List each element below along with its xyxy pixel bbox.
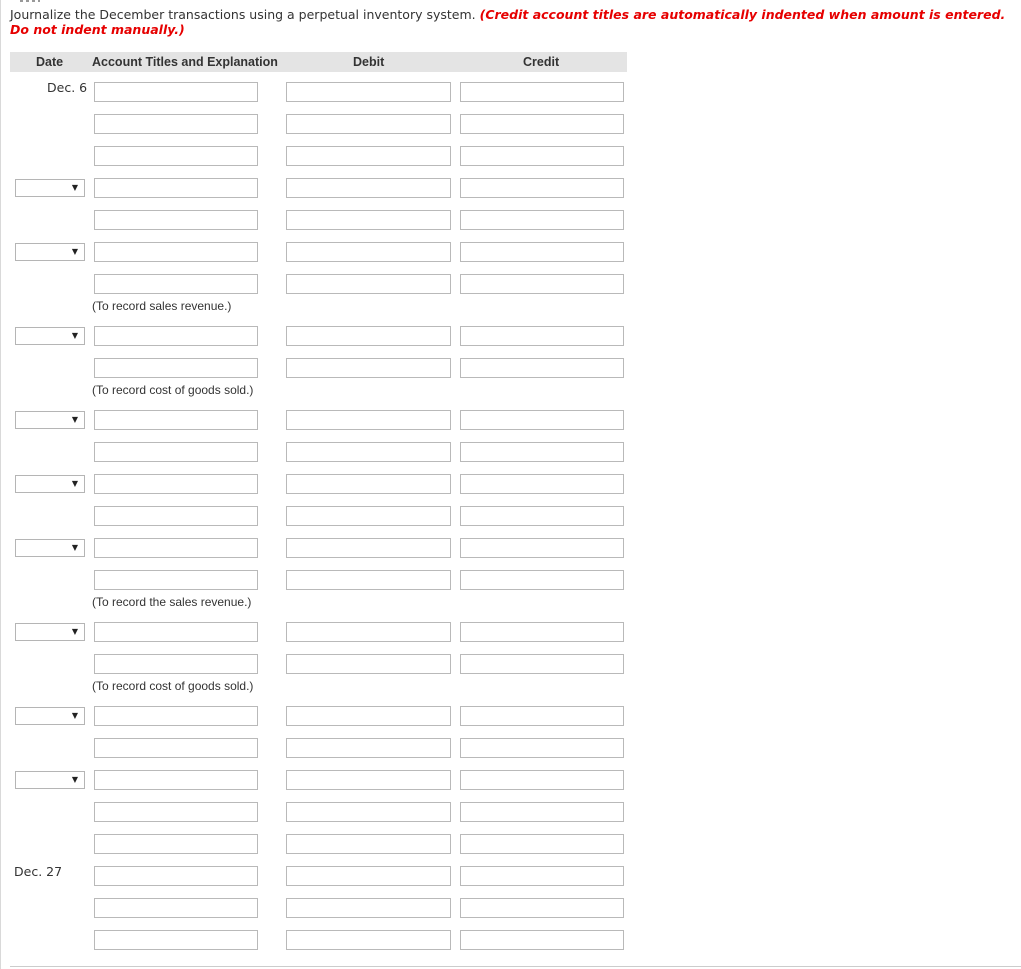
credit-input[interactable]: [460, 570, 624, 590]
dropdown-arrow-icon: ▼: [71, 479, 78, 488]
header-credit: Credit: [523, 55, 560, 69]
account-title-input[interactable]: [94, 410, 258, 430]
dropdown-arrow-icon: ▼: [71, 247, 78, 256]
account-title-input[interactable]: [94, 178, 258, 198]
top-divider: [20, 0, 40, 2]
debit-input[interactable]: [286, 242, 451, 262]
date-label-dec6: Dec. 6: [47, 80, 88, 95]
date-select[interactable]: [15, 539, 85, 557]
debit-input[interactable]: [286, 274, 451, 294]
credit-input[interactable]: [460, 146, 624, 166]
credit-input[interactable]: [460, 114, 624, 134]
account-title-input[interactable]: [94, 770, 258, 790]
dropdown-arrow-icon: ▼: [71, 775, 78, 784]
account-title-input[interactable]: [94, 538, 258, 558]
credit-input[interactable]: [460, 738, 624, 758]
credit-input[interactable]: [460, 178, 624, 198]
explanation-text: (To record cost of goods sold.): [92, 679, 254, 693]
credit-input[interactable]: [460, 474, 624, 494]
debit-input[interactable]: [286, 930, 451, 950]
debit-input[interactable]: [286, 474, 451, 494]
credit-input[interactable]: [460, 358, 624, 378]
debit-input[interactable]: [286, 570, 451, 590]
date-select[interactable]: [15, 327, 85, 345]
dropdown-arrow-icon: ▼: [71, 543, 78, 552]
debit-input[interactable]: [286, 834, 451, 854]
dropdown-arrow-icon: ▼: [71, 331, 78, 340]
explanation-text: (To record the sales revenue.): [92, 595, 252, 609]
credit-input[interactable]: [460, 898, 624, 918]
credit-input[interactable]: [460, 706, 624, 726]
credit-input[interactable]: [460, 930, 624, 950]
account-title-input[interactable]: [94, 242, 258, 262]
credit-input[interactable]: [460, 274, 624, 294]
account-title-input[interactable]: [94, 706, 258, 726]
dropdown-arrow-icon: ▼: [71, 711, 78, 720]
account-title-input[interactable]: [94, 930, 258, 950]
credit-input[interactable]: [460, 802, 624, 822]
debit-input[interactable]: [286, 114, 451, 134]
account-title-input[interactable]: [94, 866, 258, 886]
explanation-text: (To record cost of goods sold.): [92, 383, 254, 397]
credit-input[interactable]: [460, 654, 624, 674]
credit-input[interactable]: [460, 242, 624, 262]
debit-input[interactable]: [286, 622, 451, 642]
account-title-input[interactable]: [94, 114, 258, 134]
account-title-input[interactable]: [94, 82, 258, 102]
account-title-input[interactable]: [94, 738, 258, 758]
page-left-border: [0, 0, 1, 969]
header-date: Date: [36, 55, 64, 69]
explanation-text: (To record sales revenue.): [92, 299, 232, 313]
credit-input[interactable]: [460, 770, 624, 790]
account-title-input[interactable]: [94, 802, 258, 822]
debit-input[interactable]: [286, 358, 451, 378]
account-title-input[interactable]: [94, 326, 258, 346]
account-title-input[interactable]: [94, 474, 258, 494]
debit-input[interactable]: [286, 706, 451, 726]
debit-input[interactable]: [286, 770, 451, 790]
journal-table-header: [10, 52, 627, 72]
credit-input[interactable]: [460, 866, 624, 886]
debit-input[interactable]: [286, 866, 451, 886]
account-title-input[interactable]: [94, 622, 258, 642]
debit-input[interactable]: [286, 178, 451, 198]
credit-input[interactable]: [460, 538, 624, 558]
debit-input[interactable]: [286, 654, 451, 674]
account-title-input[interactable]: [94, 210, 258, 230]
credit-input[interactable]: [460, 210, 624, 230]
instruction-note: (Credit account titles are automatically indented when amount is entered. Do not indent manually.): [10, 7, 1006, 37]
credit-input[interactable]: [460, 326, 624, 346]
account-title-input[interactable]: [94, 506, 258, 526]
debit-input[interactable]: [286, 210, 451, 230]
date-select[interactable]: [15, 243, 85, 261]
credit-input[interactable]: [460, 82, 624, 102]
dropdown-arrow-icon: ▼: [71, 183, 78, 192]
date-select[interactable]: [15, 707, 85, 725]
credit-input[interactable]: [460, 410, 624, 430]
dropdown-arrow-icon: ▼: [71, 627, 78, 636]
debit-input[interactable]: [286, 410, 451, 430]
account-title-input[interactable]: [94, 442, 258, 462]
debit-input[interactable]: [286, 802, 451, 822]
header-debit: Debit: [353, 55, 385, 69]
account-title-input[interactable]: [94, 358, 258, 378]
debit-input[interactable]: [286, 146, 451, 166]
instruction-text: [10, 7, 1018, 37]
bottom-divider: [10, 966, 1021, 967]
dropdown-arrow-icon: ▼: [71, 415, 78, 424]
instruction-main: Journalize the December transactions using a perpetual inventory system.: [10, 7, 476, 22]
credit-input[interactable]: [460, 834, 624, 854]
debit-input[interactable]: [286, 898, 451, 918]
account-title-input[interactable]: [94, 570, 258, 590]
debit-input[interactable]: [286, 738, 451, 758]
date-select[interactable]: [15, 771, 85, 789]
credit-input[interactable]: [460, 506, 624, 526]
debit-input[interactable]: [286, 82, 451, 102]
account-title-input[interactable]: [94, 898, 258, 918]
date-select[interactable]: [15, 179, 85, 197]
credit-input[interactable]: [460, 442, 624, 462]
debit-input[interactable]: [286, 326, 451, 346]
date-label-dec27: Dec. 27: [14, 864, 63, 879]
account-title-input[interactable]: [94, 146, 258, 166]
account-title-input[interactable]: [94, 274, 258, 294]
credit-input[interactable]: [460, 622, 624, 642]
debit-input[interactable]: [286, 506, 451, 526]
date-select[interactable]: [15, 411, 85, 429]
debit-input[interactable]: [286, 538, 451, 558]
account-title-input[interactable]: [94, 654, 258, 674]
account-title-input[interactable]: [94, 834, 258, 854]
header-account: Account Titles and Explanation: [92, 55, 278, 69]
date-select[interactable]: [15, 623, 85, 641]
debit-input[interactable]: [286, 442, 451, 462]
date-select[interactable]: [15, 475, 85, 493]
